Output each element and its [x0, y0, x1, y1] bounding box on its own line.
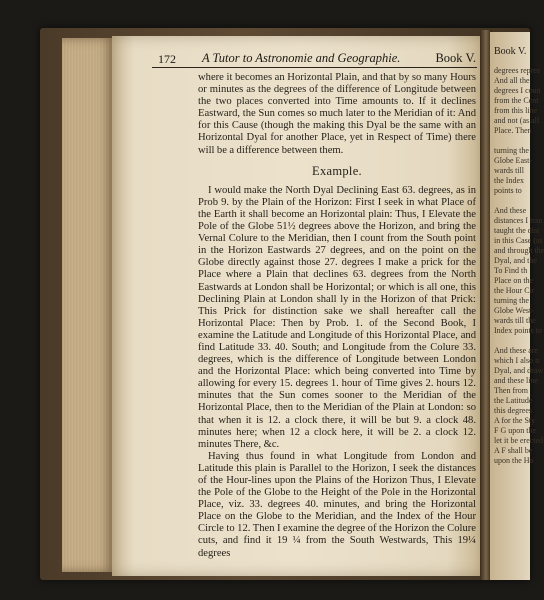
facing-page-line: [494, 136, 530, 146]
running-title: A Tutor to Astronomie and Geographie.: [202, 51, 401, 65]
header-rule: [152, 67, 477, 68]
facing-page-line: from this line: [494, 106, 538, 115]
facing-page-line: wards till the: [494, 316, 536, 325]
page-body: [198, 72, 476, 560]
facing-page-line: degrees repres: [494, 66, 540, 75]
page-number: 172: [158, 52, 176, 66]
left-page: [112, 36, 484, 576]
facing-page-line: from the Cent: [494, 96, 539, 105]
facing-page-line: the Latitude: [494, 396, 533, 405]
facing-page-line: A for the Sty: [494, 416, 536, 425]
facing-page-line: Globe East-: [494, 156, 532, 165]
facing-page-line: turning the: [494, 296, 529, 305]
facing-page-line: Place. Then: [494, 126, 532, 135]
facing-page-line: And these: [494, 206, 527, 215]
facing-page-line: F G upon the: [494, 426, 536, 435]
facing-page-line: and these line: [494, 376, 538, 385]
page-edges: [62, 38, 114, 572]
paragraph-2: I would make the North Dyal Declining East 63. degrees, as in Prob 9. by the Plain of the Horizon: First I seek in what Place of the Earth it shall become an Horizontal plain: Thus, I Elevate the Pole of the Globe 51½ degrees above the Horizon, and bring the Vernal Colure to the Meridian, then I count from the South point in the Horizon Eastwards 27 degrees, and on the point on the Globe directly against those 27. degrees I make a prick for the Place where a Plain that declines 63. degrees from the North Eastwards at London shall be Horizontal; or which is all one, this Declining Plain at London shall ly in the Horizon of that Prick: This Prick for distinction sake we shall hereafter call the Horizontal Place: Then by Prob. 1. of the Second Book, I examine the Latitude and Longitude of this Horizontal Place, and find Latitude 33. 40. South; and Longitude from the Colure 33. degrees, which is the difference of Longitude between London and the Horizontal Place: which being converted into Time by allowing for every 15. degrees 1. hour of Time gives 2. hours 12. minutes that the Sun comes sooner to the Meridian of the Horizontal Place, then to the Meridian of the Plain at London: so that when it is 12. a clock there, it will be but 9. a clock 48. minutes here; when 12 a clock here, it will be 2. a clock 12. minutes There, &c.: [198, 184, 476, 450]
facing-page-line: [494, 336, 530, 346]
facing-page-line: upon the Ho: [494, 456, 534, 465]
facing-page-header: Book V.: [494, 46, 527, 57]
facing-page-line: And these are: [494, 346, 538, 355]
facing-page-line: the Hour Cir: [494, 286, 535, 295]
facing-page-line: points to: [494, 186, 522, 195]
paragraph-3: Having thus found in what Longitude from London and Latitude this plain is Parallel to the Horizon, I seek the distances of the Hour-lines upon the Plains of the Horizon Thus, I Elevate the Pole of the Globe to the Height of the Pole in the Horizontal Place, viz. 33. degrees 40. minutes, and bring the Horizontal Place on the Globe to the Meridian, and the Index of the Hour Circle to 12. Then I examine the degree of the Horizon the Colure cuts, and find it 19 ¼ from the South Westwards, This 19¼ degrees: [198, 450, 476, 559]
facing-page-line: Dyal, and draw: [494, 366, 544, 375]
facing-page-line: To Find th: [494, 266, 528, 275]
facing-page-line: taught the dist: [494, 226, 540, 235]
facing-page-text: [494, 66, 544, 466]
facing-page-line: turning the: [494, 146, 529, 155]
facing-page-line: Index points to: [494, 326, 542, 335]
section-heading: Example.: [312, 163, 362, 178]
facing-page-line: Globe West-: [494, 306, 534, 315]
facing-page-line: and not (as all: [494, 116, 540, 125]
facing-page: [490, 32, 544, 580]
facing-page-line: distances I tran: [494, 216, 543, 225]
facing-page-line: and through the: [494, 246, 544, 255]
facing-page-line: this degrees: [494, 406, 532, 415]
facing-page-line: which I also n: [494, 356, 540, 365]
facing-page-line: wards till: [494, 166, 524, 175]
facing-page-line: Dyal, and the: [494, 256, 537, 265]
facing-page-line: the Index: [494, 176, 524, 185]
facing-page-line: Place on the: [494, 276, 534, 285]
facing-page-line: Then from: [494, 386, 528, 395]
facing-page-line: And all the: [494, 76, 530, 85]
facing-page-line: let it be erected: [494, 436, 544, 445]
paragraph-1: where it becomes an Horizontal Plain, and that by so many Hours or minutes as the degrees of the difference of Longitude between the two places converted into Time amounts to. If it declines Eastward, the Sun comes so much later to the Meridian of it: And for this Cause (though the making this Dyal be the same with an Horizontal Dyal for another Place, yet in Respect of Time) there will be a difference between them.: [198, 72, 476, 156]
facing-page-line: in this Case (as: [494, 236, 543, 245]
facing-page-line: [494, 196, 530, 206]
page-header: [158, 50, 476, 68]
facing-page-line: A F shall be: [494, 446, 533, 455]
facing-page-line: degrees I coun: [494, 86, 541, 95]
book-label: Book V.: [435, 51, 476, 65]
